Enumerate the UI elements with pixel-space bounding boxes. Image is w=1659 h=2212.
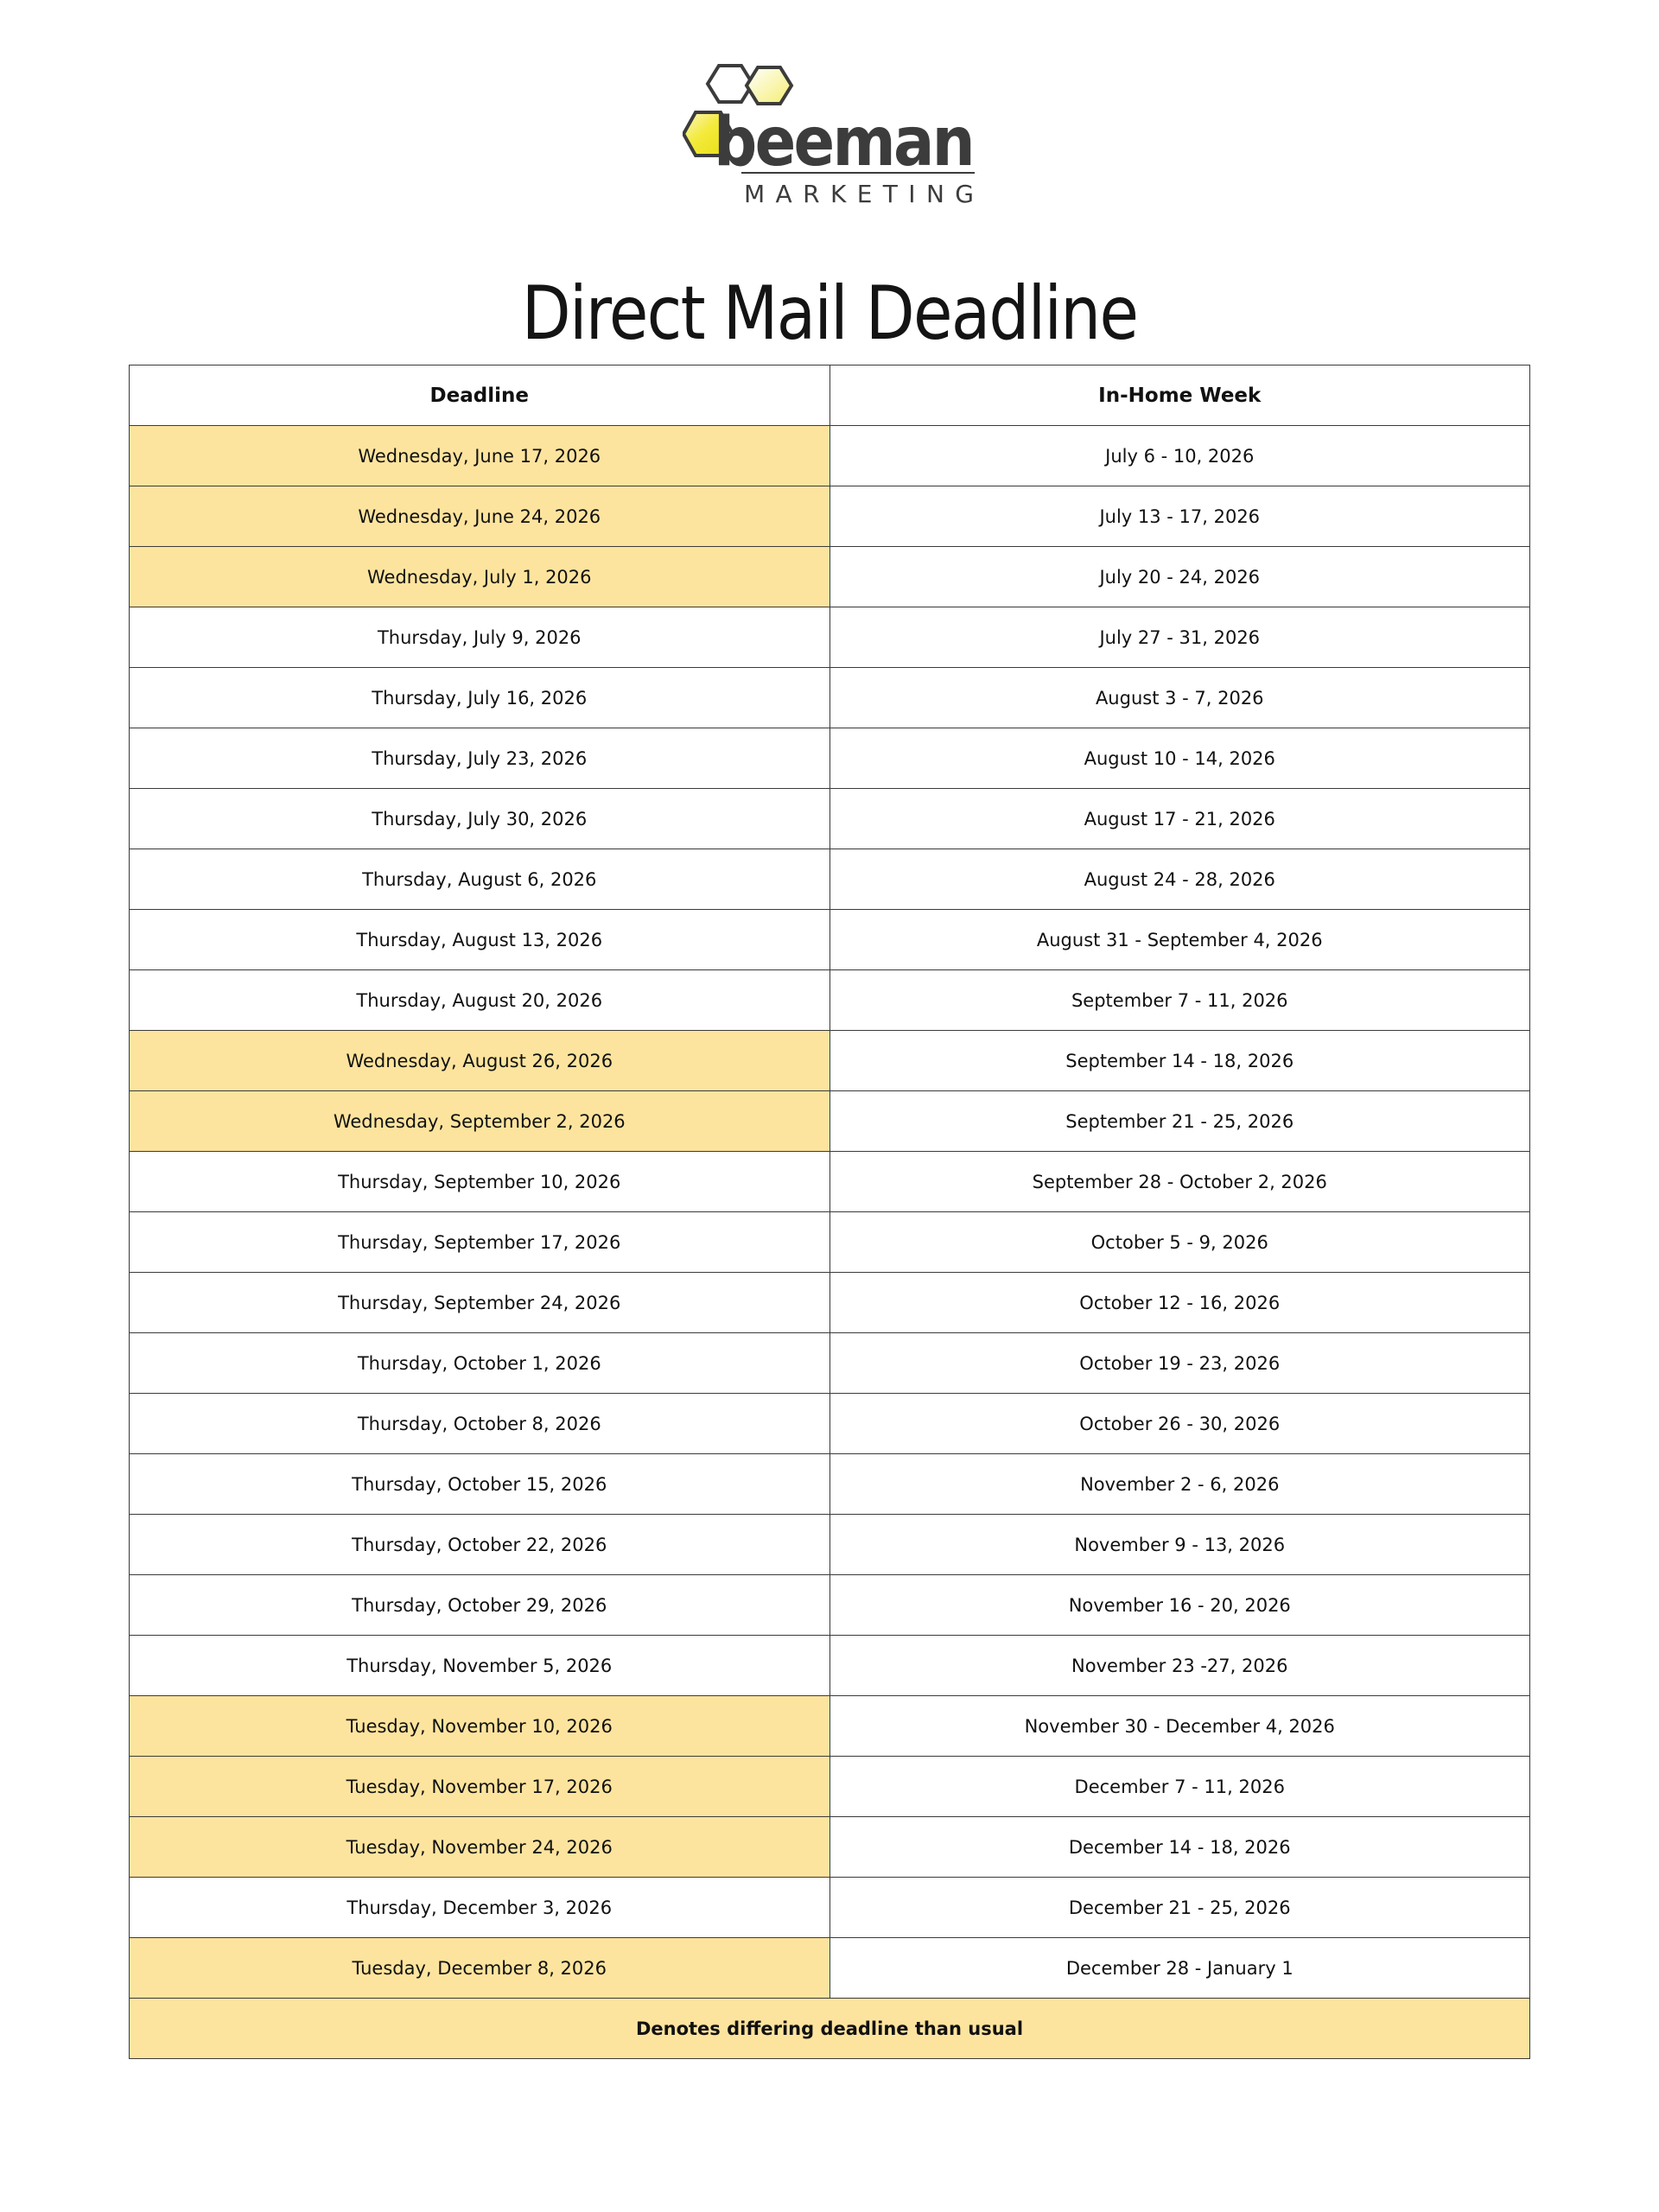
table-row xyxy=(130,1757,1530,1817)
deadline-cell: Thursday, July 9, 2026 xyxy=(130,607,830,668)
table-body xyxy=(130,426,1530,1999)
table-row xyxy=(130,1696,1530,1757)
table-row xyxy=(130,1636,1530,1696)
deadline-cell: Tuesday, November 17, 2026 xyxy=(130,1757,830,1817)
in-home-week-cell: November 16 - 20, 2026 xyxy=(830,1575,1530,1636)
deadline-cell: Wednesday, September 2, 2026 xyxy=(130,1091,830,1152)
deadline-cell: Thursday, July 30, 2026 xyxy=(130,789,830,849)
deadline-cell: Tuesday, December 8, 2026 xyxy=(130,1938,830,1999)
table-row xyxy=(130,970,1530,1031)
in-home-week-cell: September 14 - 18, 2026 xyxy=(830,1031,1530,1091)
in-home-week-cell: July 13 - 17, 2026 xyxy=(830,486,1530,547)
table-row xyxy=(130,1212,1530,1273)
table-row xyxy=(130,426,1530,486)
table-row xyxy=(130,1394,1530,1454)
in-home-week-cell: December 14 - 18, 2026 xyxy=(830,1817,1530,1878)
in-home-week-cell: August 24 - 28, 2026 xyxy=(830,849,1530,910)
table-row xyxy=(130,849,1530,910)
in-home-week-cell: October 19 - 23, 2026 xyxy=(830,1333,1530,1394)
deadline-cell: Thursday, September 17, 2026 xyxy=(130,1212,830,1273)
table-row xyxy=(130,910,1530,970)
table-row xyxy=(130,1152,1530,1212)
table-row xyxy=(130,1333,1530,1394)
in-home-week-cell: December 28 - January 1 xyxy=(830,1938,1530,1999)
beeman-marketing-logo xyxy=(683,64,982,209)
deadline-cell: Thursday, August 6, 2026 xyxy=(130,849,830,910)
deadline-cell: Wednesday, June 17, 2026 xyxy=(130,426,830,486)
in-home-week-cell: August 3 - 7, 2026 xyxy=(830,668,1530,728)
deadline-cell: Thursday, November 5, 2026 xyxy=(130,1636,830,1696)
in-home-week-cell: October 12 - 16, 2026 xyxy=(830,1273,1530,1333)
table-row xyxy=(130,1575,1530,1636)
in-home-week-cell: September 28 - October 2, 2026 xyxy=(830,1152,1530,1212)
deadline-cell: Thursday, August 20, 2026 xyxy=(130,970,830,1031)
deadline-cell: Wednesday, July 1, 2026 xyxy=(130,547,830,607)
legend-note: Denotes differing deadline than usual xyxy=(130,1999,1530,2059)
deadline-table xyxy=(129,365,1530,2059)
deadline-cell: Wednesday, June 24, 2026 xyxy=(130,486,830,547)
deadline-cell: Wednesday, August 26, 2026 xyxy=(130,1031,830,1091)
in-home-week-cell: December 21 - 25, 2026 xyxy=(830,1878,1530,1938)
deadline-cell: Thursday, July 16, 2026 xyxy=(130,668,830,728)
deadline-cell: Thursday, September 24, 2026 xyxy=(130,1273,830,1333)
in-home-week-cell: July 27 - 31, 2026 xyxy=(830,607,1530,668)
in-home-week-cell: August 17 - 21, 2026 xyxy=(830,789,1530,849)
deadline-cell: Tuesday, November 10, 2026 xyxy=(130,1696,830,1757)
in-home-week-cell: November 2 - 6, 2026 xyxy=(830,1454,1530,1515)
in-home-week-cell: December 7 - 11, 2026 xyxy=(830,1757,1530,1817)
table-row xyxy=(130,789,1530,849)
table-row xyxy=(130,1817,1530,1878)
in-home-week-cell: July 6 - 10, 2026 xyxy=(830,426,1530,486)
in-home-week-cell: November 23 -27, 2026 xyxy=(830,1636,1530,1696)
in-home-week-cell: September 21 - 25, 2026 xyxy=(830,1091,1530,1152)
deadline-cell: Thursday, October 1, 2026 xyxy=(130,1333,830,1394)
column-header-in-home-week: In-Home Week xyxy=(830,365,1530,426)
deadline-cell: Thursday, December 3, 2026 xyxy=(130,1878,830,1938)
table-row xyxy=(130,547,1530,607)
deadline-cell: Thursday, August 13, 2026 xyxy=(130,910,830,970)
deadline-cell: Thursday, October 8, 2026 xyxy=(130,1394,830,1454)
page-title: Direct Mail Deadline xyxy=(521,270,1138,357)
table-row xyxy=(130,1031,1530,1091)
column-header-deadline: Deadline xyxy=(130,365,830,426)
in-home-week-cell: September 7 - 11, 2026 xyxy=(830,970,1530,1031)
table-row xyxy=(130,1515,1530,1575)
in-home-week-cell: October 26 - 30, 2026 xyxy=(830,1394,1530,1454)
in-home-week-cell: August 10 - 14, 2026 xyxy=(830,728,1530,789)
deadline-cell: Tuesday, November 24, 2026 xyxy=(130,1817,830,1878)
table-row xyxy=(130,1878,1530,1938)
deadline-cell: Thursday, October 15, 2026 xyxy=(130,1454,830,1515)
logo-tagline: MARKETING xyxy=(744,180,974,208)
in-home-week-cell: October 5 - 9, 2026 xyxy=(830,1212,1530,1273)
in-home-week-cell: November 9 - 13, 2026 xyxy=(830,1515,1530,1575)
table-row xyxy=(130,1938,1530,1999)
in-home-week-cell: August 31 - September 4, 2026 xyxy=(830,910,1530,970)
table-row xyxy=(130,1454,1530,1515)
deadline-cell: Thursday, October 22, 2026 xyxy=(130,1515,830,1575)
in-home-week-cell: July 20 - 24, 2026 xyxy=(830,547,1530,607)
deadline-cell: Thursday, October 29, 2026 xyxy=(130,1575,830,1636)
table-row xyxy=(130,668,1530,728)
deadline-cell: Thursday, September 10, 2026 xyxy=(130,1152,830,1212)
table-row xyxy=(130,728,1530,789)
deadline-cell: Thursday, July 23, 2026 xyxy=(130,728,830,789)
legend-row xyxy=(130,1999,1530,2059)
hexagon-shape xyxy=(747,67,791,104)
table-row xyxy=(130,607,1530,668)
table-header-row xyxy=(130,365,1530,426)
table-row xyxy=(130,1273,1530,1333)
logo-wordmark: beeman xyxy=(714,104,973,181)
table-row xyxy=(130,486,1530,547)
table-row xyxy=(130,1091,1530,1152)
in-home-week-cell: November 30 - December 4, 2026 xyxy=(830,1696,1530,1757)
